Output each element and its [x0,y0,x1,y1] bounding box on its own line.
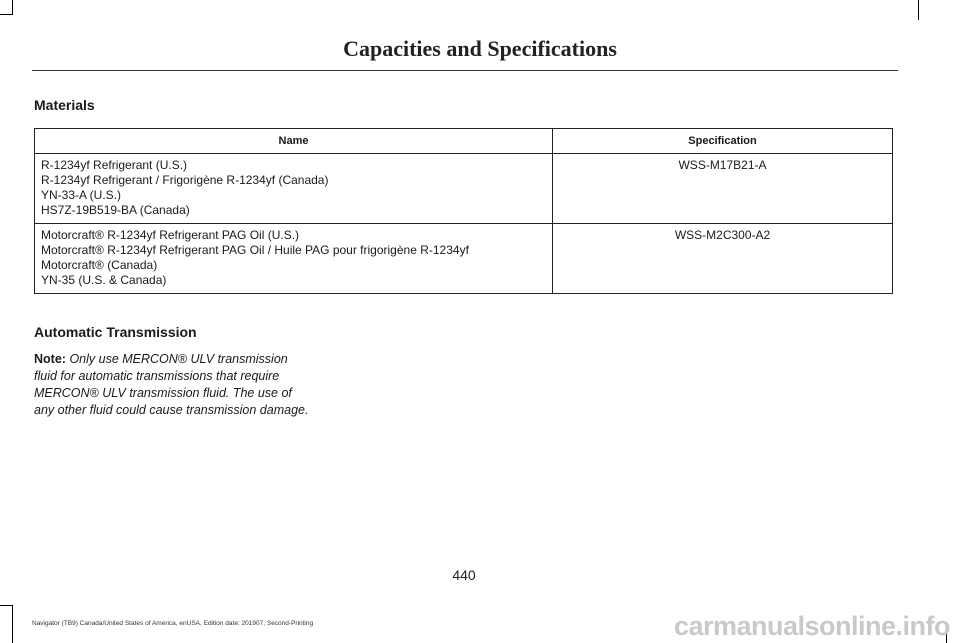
materials-heading: Materials [34,97,95,113]
material-name-line: R-1234yf Refrigerant / Frigorigène R-1234yf (Canada) [41,173,329,187]
table-row [35,224,893,294]
crop-mark-top-left-horizontal [0,14,13,15]
material-name-line: Motorcraft® (Canada) [41,258,158,272]
note-text: Only use MERCON® ULV transmission fluid for automatic transmissions that require MERCON® ULV transmission fluid. The use of any other fluid could cause transmission damage. [34,352,309,417]
column-header-name: Name [35,129,553,154]
watermark: carmanualsonline.info [673,611,950,641]
crop-mark-top-left-vertical [12,0,13,14]
material-name-line: R-1234yf Refrigerant (U.S.) [41,158,188,172]
material-specification-cell: WSS-M2C300-A2 [553,224,893,294]
materials-table [34,128,893,294]
material-name-line: Motorcraft® R-1234yf Refrigerant PAG Oil / Huile PAG pour frigorigène R-1234yf [41,243,469,257]
material-specification-cell: WSS-M17B21-A [553,154,893,224]
material-name-cell [35,224,553,294]
column-header-specification: Specification [553,129,893,154]
edition-footer: Navigator (TB9) Canada/United States of America, enUSA, Edition date: 201907, Second-Printing [32,620,314,627]
table-header-row [35,129,893,154]
crop-mark-bottom-left-horizontal [0,605,13,606]
table-row [35,154,893,224]
crop-mark-top-right-vertical [918,0,919,20]
material-name-cell [35,154,553,224]
header-divider [32,70,898,71]
material-name-line: HS7Z-19B519-BA (Canada) [41,203,190,217]
material-name-line: YN-33-A (U.S.) [41,188,122,202]
crop-mark-bottom-left-vertical [12,605,13,643]
transmission-note [34,351,309,419]
note-label: Note: [34,352,66,366]
page-number: 440 [452,567,476,583]
page-title: Capacities and Specifications [343,36,617,61]
material-name-line: Motorcraft® R-1234yf Refrigerant PAG Oil (U.S.) [41,228,300,242]
automatic-transmission-heading: Automatic Transmission [34,324,197,340]
material-name-line: YN-35 (U.S. & Canada) [41,273,167,287]
